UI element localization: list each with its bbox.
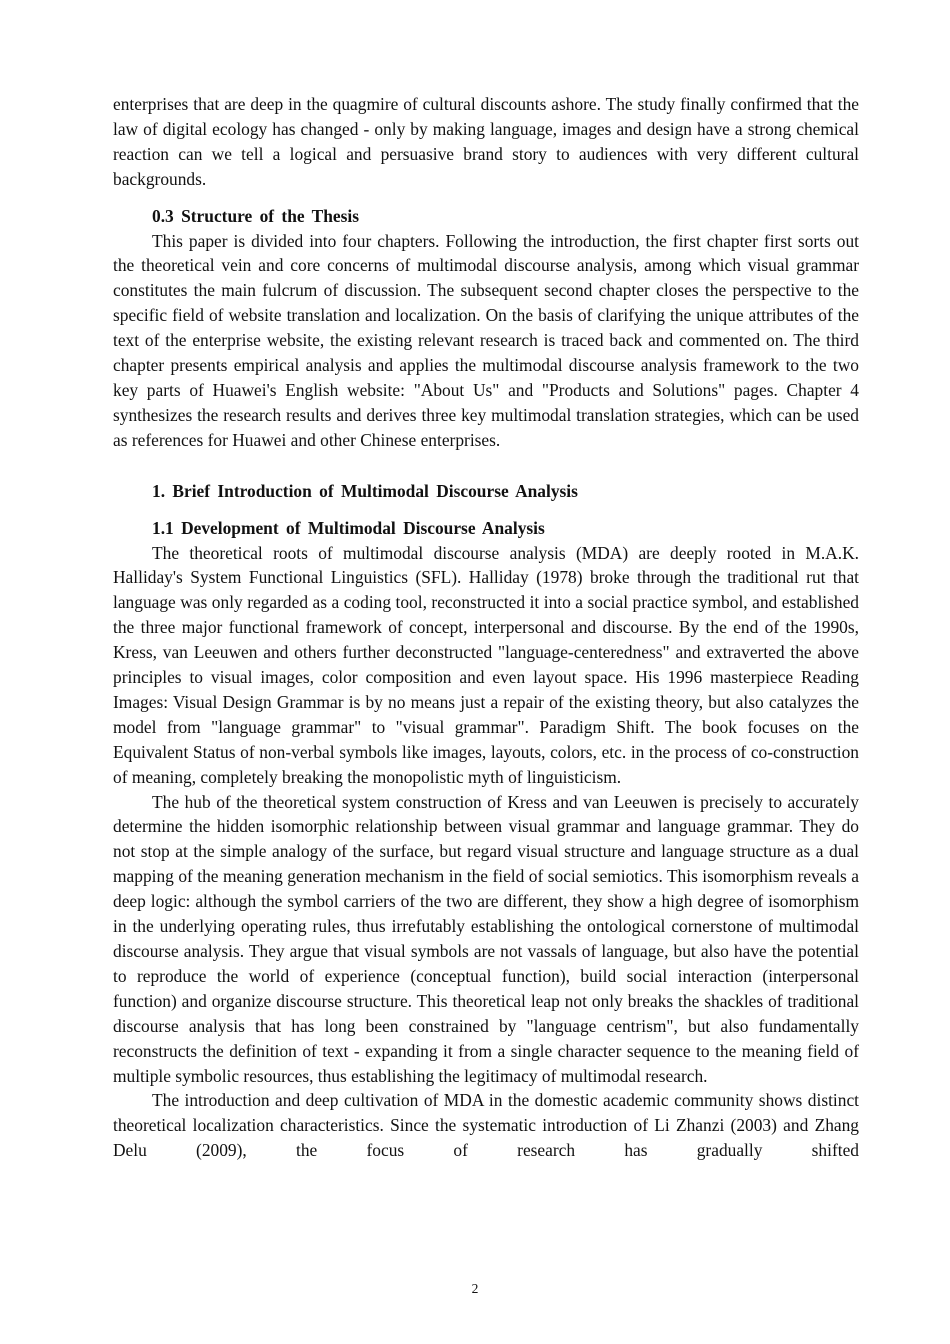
page-number: 2 <box>471 1281 479 1296</box>
intro-tail-paragraph: enterprises that are deep in the quagmire of cultural discounts ashore. The study finally confirmed that the law of digital ecology has changed - only by making language, images and design have a strong chemical reaction can we tell a logical and persuasive brand story to audiences with very different cultural backgrounds. <box>113 94 859 189</box>
spacer <box>113 453 859 479</box>
section-0-3-paragraph: This paper is divided into four chapters. Following the introduction, the first chapter first sorts out the theoretical vein and core concerns of multimodal discourse analysis, among which visual grammar constitutes the main fulcrum of discussion. The subsequent second chapter closes the perspective to the specific field of website translation and localization. On the basis of clarifying the unique attributes of the text of the enterprise website, the existing relevant research is traced back and commented on. The third chapter presents empirical analysis and applies the multimodal discourse analysis framework to the two key parts of Huawei's English website: "About Us" and "Products and Solutions" pages. Chapter 4 synthesizes the research results and derives three key multimodal translation strategies, which can be used as references for Huawei and other Chinese enterprises. <box>113 230 859 450</box>
section-0-3-heading: 0.3 Structure of the Thesis <box>152 205 359 226</box>
spacer <box>113 192 859 204</box>
section-1-1-heading: 1.1 Development of Multimodal Discourse Analysis <box>152 517 545 538</box>
spacer <box>113 504 859 516</box>
chapter-1-heading: 1. Brief Introduction of Multimodal Discourse Analysis <box>152 480 578 501</box>
section-1-1-paragraph-3: The introduction and deep cultivation of MDA in the domestic academic community shows distinct theoretical localization characteristics. Since the systematic introduction of Li Zhanzi (2003) and Zhang Delu (2009), the focus of research has gradually shifted <box>113 1090 859 1161</box>
document-page <box>113 92 859 1163</box>
section-1-1-paragraph-2: The hub of the theoretical system construction of Kress and van Leeuwen is precisely to accurately determine the hidden isomorphic relationship between visual grammar and language grammar. They do not stop at the simple analogy of the surface, but regard visual structure and language structure as a dual mapping of the meaning generation mechanism in the field of social semiotics. This isomorphism reveals a deep logic: although the symbol carriers of the two are different, they show a high degree of isomorphism in the underlying operating rules, thus irrefutably establishing the ontological cornerstone of multimodal discourse analysis. They argue that visual symbols are not vassals of language, but also have the potential to reproduce the world of experience (conceptual function), build social interaction (interpersonal function) and organize discourse structure. This theoretical leap not only breaks the shackles of traditional discourse analysis that has long been constrained by "language centrism", but also fundamentally reconstructs the definition of text - expanding it from a single character sequence to the meaning field of multiple symbolic resources, thus establishing the legitimacy of multimodal research. <box>113 791 859 1086</box>
section-1-1-paragraph-1: The theoretical roots of multimodal discourse analysis (MDA) are deeply rooted in M.A.K. Halliday's System Functional Linguistics (SFL). Halliday (1978) broke through the traditional rut that language was only regarded as a coding tool, reconstructed it into a social practice symbol, and established the three major functional framework of concept, interpersonal and discourse. By the end of the 1990s, Kress, van Leeuwen and others further deconstructed "language-centeredness" and extraverted the above principles to visual images, color composition and even layout space. His 1996 masterpiece Reading Images: Visual Design Grammar is by no means just a repair of the existing theory, but also catalyzes the model from "language grammar" to "visual grammar". Paradigm Shift. The book focuses on the Equivalent Status of non-verbal symbols like images, layouts, colors, etc. in the process of co-construction of meaning, completely breaking the monopolistic myth of linguisticism. <box>113 542 859 787</box>
